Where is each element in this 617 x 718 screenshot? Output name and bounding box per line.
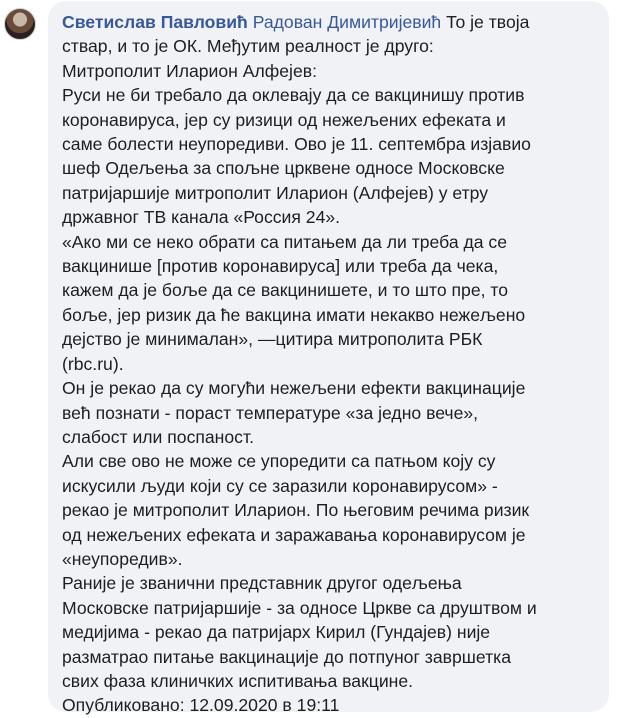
comment-text bbox=[62, 10, 597, 718]
comment-line: (rbc.ru). bbox=[62, 353, 124, 374]
published-timestamp: Опубликовано: 12.09.2020 в 19:11 bbox=[62, 695, 340, 716]
comment-line: разматрао питање вакцинације до потпуног завршетка bbox=[62, 646, 512, 667]
comment-line: државног ТВ канала «Россия 24». bbox=[62, 207, 341, 228]
comment-line: кажем да је боље да се вакцинишете, и то што пре, то bbox=[62, 280, 509, 301]
author-name-link[interactable]: Светислав Павловић bbox=[62, 12, 248, 32]
comment-line: рекао је митрополит Иларион. По његовим речима ризик bbox=[62, 500, 530, 521]
comment-line: слабост или поспаност. bbox=[62, 426, 254, 447]
comment-bubble bbox=[48, 1, 609, 716]
comment-line: Московске патријаршије - за односе Цркве са друштвом и bbox=[62, 597, 537, 618]
comment-line: ствар, и то је ОК. Међутим реалност је друго: bbox=[62, 36, 434, 57]
comment-line: шеф Одељења за спољне црквене односе Московске bbox=[62, 158, 505, 179]
comment-line: «Ако ми се неко обрати са питањем да ли треба да се bbox=[62, 231, 508, 252]
comment-line: Митрополит Иларион Алфејев: bbox=[62, 60, 317, 81]
comment-line: коронавируса, јер су ризици од нежељених ефеката и bbox=[62, 109, 506, 130]
comment-line bbox=[62, 10, 597, 34]
comment-line: вакцинише [против коронавируса] или треба да чека, bbox=[62, 256, 499, 277]
comment-line: Раније је званични представник другог одељења bbox=[62, 573, 462, 594]
comment-line: дејство је минималан», —цитира митрополита РБК bbox=[62, 329, 483, 350]
mention-link[interactable]: Радован Димитријевић bbox=[252, 12, 442, 32]
comment-line: боље, јер ризик да ће вакцина имати некакво нежељено bbox=[62, 304, 526, 325]
comment-first-line-text: То је твоја bbox=[441, 12, 530, 32]
comment-line: Али све ово не може се упоредити са патњом коју су bbox=[62, 451, 496, 472]
comment-line: «неупоредив». bbox=[62, 548, 183, 569]
comment-line: патријаршије митрополит Иларион (Алфејев) у етру bbox=[62, 182, 489, 203]
comment-line: медијима - рекао да патријарх Кирил (Гундајев) није bbox=[62, 622, 491, 643]
comment-line: свих фаза клиничких испитивања вакцине. bbox=[62, 670, 414, 691]
comment-line: Он је рекао да су могући нежељени ефекти вакцинације bbox=[62, 378, 526, 399]
comment-line: од нежељених ефеката и заражавања коронавирусом је bbox=[62, 524, 526, 545]
comment-line: искусили људи који су се заразили коронавирусом» - bbox=[62, 475, 498, 496]
comment-line: већ познати - пораст температуре «за једно вече», bbox=[62, 402, 479, 423]
comment-line: саме болести неупоредиви. Ово је 11. септембра изјавио bbox=[62, 134, 531, 155]
avatar[interactable] bbox=[4, 8, 36, 40]
comment-line: Руси не би требало да оклевају да се вакцинишу против bbox=[62, 85, 525, 106]
